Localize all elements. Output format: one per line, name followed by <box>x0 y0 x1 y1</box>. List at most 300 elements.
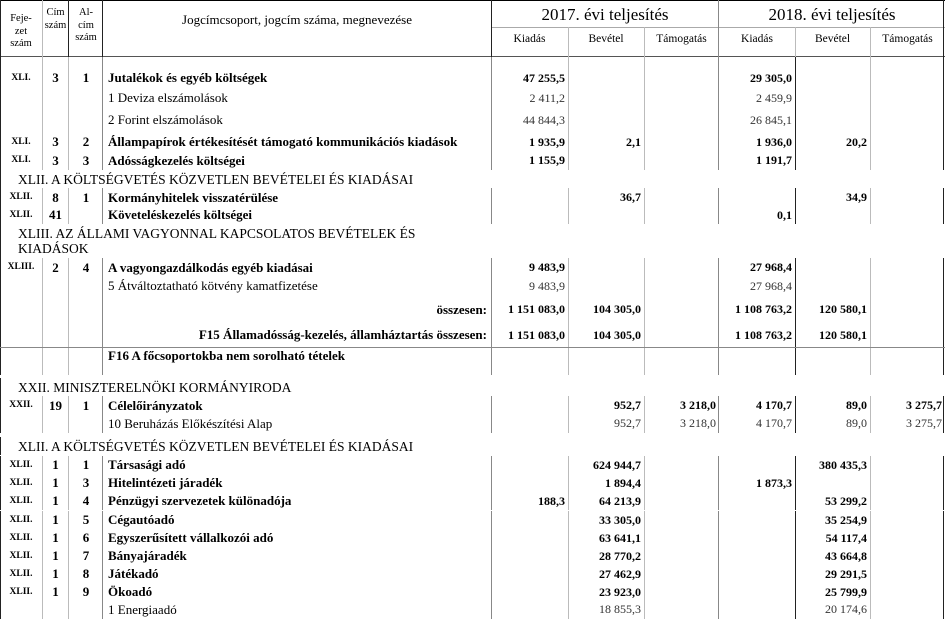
grid-line <box>102 258 103 277</box>
grid-line <box>102 547 103 565</box>
table-row-total <box>0 323 945 347</box>
grid-line <box>718 565 719 583</box>
value-b17: 104 305,0 <box>593 302 641 316</box>
table-row-item <box>0 565 945 583</box>
value-t18: 3 275,7 <box>906 398 942 412</box>
grid-line <box>568 57 569 68</box>
header-alcim-line: cím <box>78 19 94 31</box>
grid-line <box>491 88 492 108</box>
item-name: Cégautóadó <box>108 512 175 527</box>
item-name: Adósságkezelés költségei <box>108 153 245 168</box>
value-t18 <box>870 206 945 224</box>
value-k18 <box>719 583 795 601</box>
table-row-item <box>0 188 945 207</box>
grid-line <box>42 474 43 492</box>
grid-line <box>42 276 43 296</box>
value-t17 <box>644 151 719 170</box>
value-t17 <box>644 456 719 474</box>
grid-line <box>491 276 492 296</box>
alcim-code: 5 <box>82 512 90 527</box>
value-k17 <box>491 188 568 207</box>
grid-line <box>102 206 103 224</box>
grid-line <box>795 474 796 492</box>
grid-line <box>42 529 43 547</box>
value-k17 <box>491 396 568 415</box>
table-row-item <box>0 547 945 565</box>
value-b18 <box>795 258 870 277</box>
grid-line <box>568 108 569 132</box>
grid-line <box>491 529 492 547</box>
value-b18: 120 580,1 <box>819 302 867 316</box>
grid-line <box>42 456 43 474</box>
header-bevetel-2017: Bevétel <box>588 33 624 45</box>
value-b18: 53 299,2 <box>825 494 867 508</box>
value-t17 <box>644 68 719 88</box>
header-tamogatas-2017: Támogatás <box>656 33 707 45</box>
grid-line <box>718 108 719 132</box>
grid-line <box>870 396 871 415</box>
table-row-item <box>0 529 945 547</box>
fejezet-code: XLI. <box>11 73 31 83</box>
grid-line <box>870 511 871 529</box>
value-b17 <box>568 276 644 296</box>
value-k17: 1 151 083,0 <box>508 302 565 316</box>
value-b18: 20,2 <box>846 135 867 149</box>
grid-line <box>102 323 103 347</box>
grid-line <box>718 600 719 619</box>
fejezet-code: XLII. <box>9 551 33 561</box>
value-b17: 33 305,0 <box>599 513 641 527</box>
item-name: 5 Átváltoztatható kötvény kamatfizetése <box>108 278 318 293</box>
grid-line <box>0 547 1 565</box>
header-cim-line: szám <box>44 19 67 31</box>
value-b18: 34,9 <box>846 190 867 204</box>
grid-line <box>795 188 796 207</box>
grid-line <box>568 600 569 619</box>
value-k17: 1 155,9 <box>529 153 565 167</box>
grid-line <box>644 151 645 170</box>
value-k18: 1 108 763,2 <box>735 328 792 342</box>
grid-line <box>870 68 871 88</box>
grid-line <box>943 276 944 296</box>
section-heading-line: KIADÁSOK <box>18 241 89 256</box>
grid-line <box>795 347 796 375</box>
grid-line <box>568 414 569 433</box>
grid-line <box>102 565 103 583</box>
grid-line <box>68 132 69 152</box>
value-k18 <box>719 547 795 565</box>
value-k17 <box>491 511 568 529</box>
cim-code: 19 <box>49 398 62 413</box>
alcim-code: 1 <box>82 70 90 85</box>
grid-line <box>568 474 569 492</box>
grid-line <box>491 414 492 433</box>
grid-line <box>870 57 871 68</box>
grid-line <box>795 57 796 68</box>
value-b18: 54 117,4 <box>825 531 867 545</box>
grid-line <box>0 151 1 170</box>
grid-line <box>491 151 492 170</box>
grid-line <box>718 206 719 224</box>
value-b17: 624 944,7 <box>593 458 641 472</box>
grid-line <box>644 276 645 296</box>
value-k17: 44 844,3 <box>523 113 565 127</box>
item-name: Játékadó <box>108 566 159 581</box>
grid-line <box>0 296 1 323</box>
grid-line <box>491 57 492 68</box>
grid-line <box>870 188 871 207</box>
grid-line <box>0 68 1 88</box>
item-name: Követeléskezelés költségei <box>108 207 253 222</box>
grid-line <box>568 396 569 415</box>
grid-line <box>42 0 43 57</box>
alcim-code: 3 <box>82 475 90 490</box>
grid-line <box>0 57 1 68</box>
value-b18 <box>795 108 870 132</box>
section-heading <box>18 380 291 395</box>
section-heading <box>18 172 413 187</box>
value-t18 <box>870 188 945 207</box>
grid-line <box>102 88 103 108</box>
header-year-2018: 2018. évi teljesítés <box>719 1 945 28</box>
value-t18 <box>870 547 945 565</box>
grid-line <box>568 323 569 347</box>
grid-line <box>42 151 43 170</box>
grid-line <box>718 188 719 207</box>
grid-line <box>102 276 103 296</box>
grid-line <box>0 88 1 108</box>
grid-line <box>718 396 719 415</box>
value-k17 <box>491 529 568 547</box>
grid-line <box>943 347 944 375</box>
grid-line <box>943 258 944 277</box>
grid-line <box>870 347 871 375</box>
grid-line <box>795 68 796 88</box>
grid-line <box>568 27 569 57</box>
value-t18 <box>870 600 945 619</box>
grid-line <box>943 323 944 347</box>
fejezet-code: XXII. <box>9 400 33 410</box>
value-b18: 35 254,9 <box>825 513 867 527</box>
grid-line <box>102 188 103 207</box>
item-name: Jutalékok és egyéb költségek <box>108 70 268 85</box>
grid-line <box>943 600 944 619</box>
table-row-section <box>0 437 945 455</box>
grid-line <box>644 258 645 277</box>
header-alcim <box>69 1 103 57</box>
alcim-code: 3 <box>82 153 90 168</box>
cim-code: 1 <box>52 584 59 599</box>
header-title: Jogcímcsoport, jogcím száma, megnevezése <box>182 12 412 27</box>
section-heading-line: XLII. A KÖLTSÉGVETÉS KÖZVETLEN BEVÉTELEI ÉS KIADÁSAI <box>18 172 414 187</box>
grid-line <box>718 68 719 88</box>
grid-line <box>491 108 492 132</box>
value-t17 <box>644 529 719 547</box>
fejezet-code: XLII. <box>9 587 33 597</box>
grid-line <box>943 57 944 68</box>
value-k18 <box>719 529 795 547</box>
value-k17: 2 411,2 <box>529 91 565 105</box>
fejezet-code: XLII. <box>9 515 33 525</box>
grid-line <box>491 347 492 375</box>
grid-line <box>568 258 569 277</box>
value-b17 <box>568 258 644 277</box>
grid-line <box>491 565 492 583</box>
grid-line <box>491 492 492 510</box>
grid-line <box>870 492 871 510</box>
cim-code: 3 <box>52 134 59 149</box>
grid-line <box>568 188 569 207</box>
value-t18 <box>870 511 945 529</box>
grid-line <box>870 565 871 583</box>
grid-line <box>42 258 43 277</box>
grid-line <box>718 456 719 474</box>
item-name: 10 Beruházás Előkészítési Alap <box>108 416 273 431</box>
table-row-item <box>0 492 945 510</box>
grid-line <box>795 27 796 57</box>
grid-line <box>68 474 69 492</box>
grid-line <box>943 108 944 132</box>
grid-line <box>795 151 796 170</box>
grid-line <box>102 296 103 323</box>
grid-line <box>568 456 569 474</box>
value-b18 <box>795 68 870 88</box>
grid-line <box>491 511 492 529</box>
value-b17: 1 894,4 <box>605 476 641 490</box>
grid-line <box>870 108 871 132</box>
cim-code: 2 <box>52 260 59 275</box>
value-t17 <box>644 132 719 152</box>
value-b17 <box>568 206 644 224</box>
grid-line <box>491 296 492 323</box>
grid-line <box>0 565 1 583</box>
grid-line <box>568 151 569 170</box>
grid-line <box>491 547 492 565</box>
grid-line <box>568 68 569 88</box>
grid-line <box>42 347 43 375</box>
grid-line <box>42 565 43 583</box>
section-heading-line: XLII. A KÖLTSÉGVETÉS KÖZVETLEN BEVÉTELEI ÉS KIADÁSAI <box>18 439 414 454</box>
value-k18 <box>719 600 795 619</box>
item-name: Állampapírok értékesítését támogató kommunikációs kiadások <box>108 134 458 149</box>
alcim-code <box>69 206 103 224</box>
grid-line <box>644 323 645 347</box>
grid-line <box>870 258 871 277</box>
fejezet-code: XLII. <box>9 533 33 543</box>
grid-line <box>42 206 43 224</box>
grid-line <box>795 206 796 224</box>
cim-code: 41 <box>49 207 62 222</box>
grid-line <box>795 396 796 415</box>
grid-line <box>644 511 645 529</box>
grid-line <box>718 492 719 510</box>
cim-code: 1 <box>52 457 59 472</box>
grid-line <box>491 600 492 619</box>
grid-line <box>718 151 719 170</box>
grid-line <box>102 456 103 474</box>
header-alcim-line: Al- <box>79 7 93 18</box>
total-label: összesen: <box>436 302 487 317</box>
grid-line <box>102 492 103 510</box>
value-b17 <box>568 88 644 108</box>
table-row-item <box>0 456 945 474</box>
grid-line <box>102 108 103 132</box>
grid-line <box>0 258 1 277</box>
group-divider <box>0 347 945 348</box>
value-t18 <box>870 258 945 277</box>
grid-line <box>644 206 645 224</box>
grid-line <box>68 188 69 207</box>
value-b18: 20 174,6 <box>825 602 867 616</box>
grid-line <box>68 511 69 529</box>
value-k17 <box>491 474 568 492</box>
fejezet-code: XLII. <box>9 460 33 470</box>
section-heading-line: XXII. MINISZTERELNÖKI KORMÁNYIRODA <box>18 380 292 395</box>
value-b17: 63 641,1 <box>599 531 641 545</box>
grid-line <box>42 323 43 347</box>
table-row-section <box>0 170 945 188</box>
value-k18 <box>719 565 795 583</box>
grid-line <box>870 206 871 224</box>
value-k17 <box>491 583 568 601</box>
cim-code: 1 <box>52 475 59 490</box>
alcim-code: 4 <box>82 493 90 508</box>
cim-code: 1 <box>52 530 59 545</box>
value-t18 <box>870 296 945 323</box>
grid-line <box>718 276 719 296</box>
value-t17 <box>644 600 719 619</box>
grid-line <box>644 583 645 601</box>
grid-line <box>718 57 719 68</box>
value-k18: 0,1 <box>777 208 792 222</box>
value-b17: 952,7 <box>614 398 641 412</box>
grid-line <box>718 547 719 565</box>
table-row-sub <box>0 414 945 433</box>
fejezet-code: XLI. <box>11 137 31 147</box>
grid-line <box>795 323 796 347</box>
grid-line <box>795 132 796 152</box>
grid-line <box>568 511 569 529</box>
grid-line <box>943 206 944 224</box>
grid-line <box>568 583 569 601</box>
grid-line <box>68 529 69 547</box>
grid-line <box>68 108 69 132</box>
value-t18 <box>870 323 945 347</box>
grid-line <box>491 323 492 347</box>
grid-line <box>102 414 103 433</box>
grid-line <box>644 492 645 510</box>
grid-line <box>795 414 796 433</box>
grid-line <box>0 474 1 492</box>
alcim-code: 9 <box>82 584 90 599</box>
value-b17 <box>568 151 644 170</box>
grid-line <box>42 108 43 132</box>
value-k18: 2 459,9 <box>756 91 792 105</box>
value-t18 <box>870 583 945 601</box>
value-k17: 9 483,9 <box>529 279 565 293</box>
value-b17: 104 305,0 <box>593 328 641 342</box>
grid-line <box>718 0 719 57</box>
table-row-sub <box>0 600 945 619</box>
value-t17: 3 218,0 <box>680 416 716 430</box>
grid-line <box>718 258 719 277</box>
value-k18: 4 170,7 <box>756 398 792 412</box>
fejezet-code: XLII. <box>9 210 33 220</box>
value-b18 <box>795 88 870 108</box>
grid-line <box>491 258 492 277</box>
grid-line <box>42 414 43 433</box>
grid-line <box>943 0 944 57</box>
cim-code: 3 <box>52 70 59 85</box>
grid-line <box>0 529 1 547</box>
fejezet-code: XLII. <box>9 569 33 579</box>
grid-line <box>0 132 1 152</box>
item-name: Bányajáradék <box>108 548 187 563</box>
grid-line <box>943 456 944 474</box>
grid-line <box>795 108 796 132</box>
grid-line <box>870 296 871 323</box>
grid-line <box>943 188 944 207</box>
item-name: Egyszerűsített vállalkozói adó <box>108 530 274 545</box>
grid-line <box>718 132 719 152</box>
value-b18: 25 799,9 <box>825 585 867 599</box>
item-name: Pénzügyi szervezetek különadója <box>108 493 292 508</box>
value-k18 <box>719 511 795 529</box>
header-fejezet <box>0 1 42 57</box>
grid-line <box>68 206 69 224</box>
value-b17: 36,7 <box>620 190 641 204</box>
header-kiadas-2017: Kiadás <box>513 33 546 45</box>
table-row-item <box>0 206 945 224</box>
table-row-sub <box>0 108 945 132</box>
item-name: 1 Deviza elszámolások <box>108 90 228 105</box>
grid-line <box>644 188 645 207</box>
value-b18: 29 291,5 <box>825 567 867 581</box>
grid-line <box>68 0 69 57</box>
grid-line <box>568 529 569 547</box>
header-fejezet-line: Feje- <box>10 13 32 24</box>
fejezet-code: XLIII. <box>7 262 35 272</box>
grid-line <box>870 414 871 433</box>
cim-code: 1 <box>52 548 59 563</box>
value-t17 <box>644 188 719 207</box>
value-b17: 952,7 <box>614 416 641 430</box>
value-b18: 43 664,8 <box>825 549 867 563</box>
value-k18 <box>719 492 795 510</box>
grid-line <box>870 529 871 547</box>
value-t17 <box>644 474 719 492</box>
value-k17: 47 255,5 <box>523 71 565 85</box>
grid-line <box>943 529 944 547</box>
grid-line <box>718 474 719 492</box>
value-t17 <box>644 565 719 583</box>
value-k18: 27 968,4 <box>750 279 792 293</box>
grid-line <box>718 88 719 108</box>
value-k18 <box>719 456 795 474</box>
grid-line <box>943 474 944 492</box>
alcim-code: 4 <box>82 260 90 275</box>
alcim-code: 7 <box>82 548 90 563</box>
item-name: Kormányhitelek visszatérülése <box>108 190 279 205</box>
section-heading <box>18 439 413 454</box>
item-name: Célelőirányzatok <box>108 398 203 413</box>
fejezet-code: XLII. <box>9 478 33 488</box>
grid-line <box>568 492 569 510</box>
grid-line <box>68 68 69 88</box>
grid-line <box>102 511 103 529</box>
grid-line <box>102 474 103 492</box>
grid-line <box>943 88 944 108</box>
